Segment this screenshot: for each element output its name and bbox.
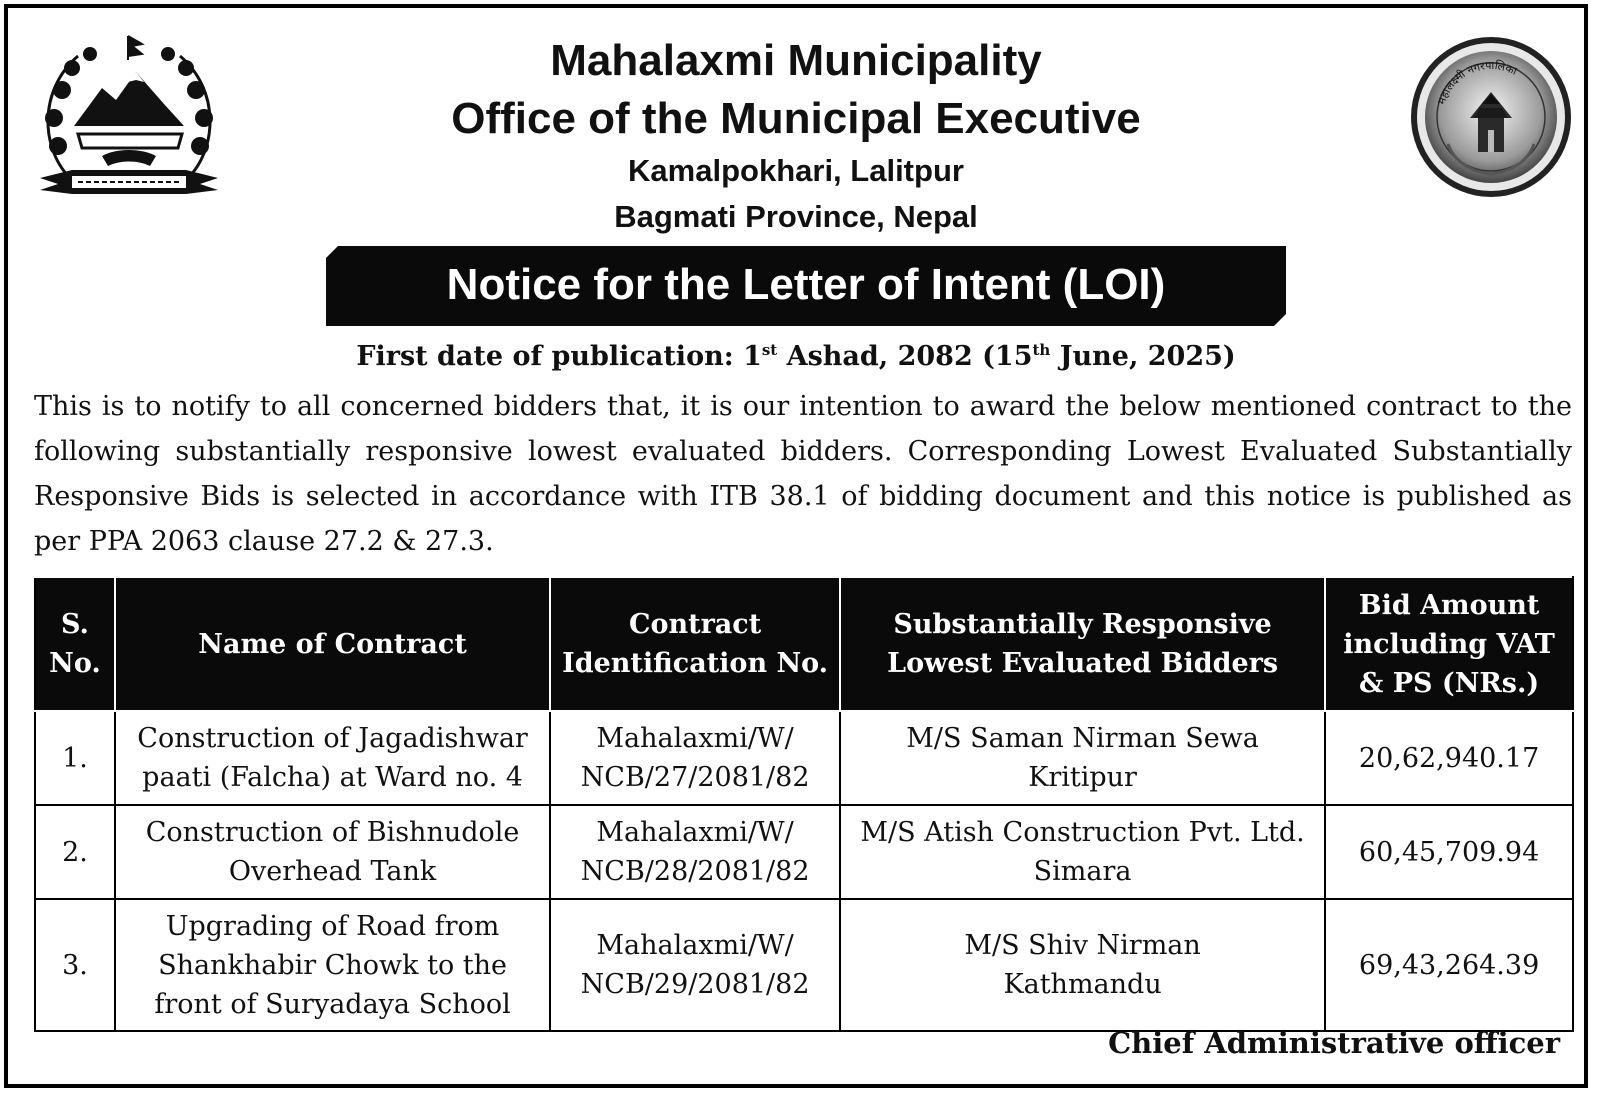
table-row xyxy=(35,711,1573,805)
cell-sno: 1. xyxy=(35,711,115,805)
cell-contract-name: Construction of Bishnudole Overhead Tank xyxy=(115,805,550,899)
table-row xyxy=(35,899,1573,1031)
cell-contract-name: Upgrading of Road from Shankhabir Chowk to the front of Suryadaya School xyxy=(115,899,550,1031)
notice-banner xyxy=(326,246,1286,326)
loi-table xyxy=(34,576,1574,1032)
office-province: Bagmati Province, Nepal xyxy=(614,199,978,234)
notice-title: Notice for the Letter of Intent (LOI) xyxy=(446,260,1166,309)
intro-paragraph: This is to notify to all concerned bidders that, it is our intention to award the below mentioned contract to the following substantially responsive lowest evaluated bidders. Corresponding Lowest Evaluated Substantially Responsive Bids is selected in accordance with ITB 38.1 of bidding document and this notice is published as per PPA 2063 clause 27.2 & 27.3. xyxy=(34,391,1572,557)
municipality-name: Mahalaxmi Municipality xyxy=(550,36,1042,85)
office-header xyxy=(8,32,1584,240)
cell-bidder: M/S Shiv Nirman Kathmandu xyxy=(840,899,1325,1031)
cell-bid-amount: 60,45,709.94 xyxy=(1325,805,1573,899)
notice-page xyxy=(4,4,1588,1088)
cell-contract-id: Mahalaxmi/W/ NCB/27/2081/82 xyxy=(550,711,840,805)
cell-contract-id: Mahalaxmi/W/ NCB/29/2081/82 xyxy=(550,899,840,1031)
cell-sno: 3. xyxy=(35,899,115,1031)
signature-title: Chief Administrative officer xyxy=(1108,1026,1560,1060)
cell-contract-name: Construction of Jagadishwar paati (Falcha) at Ward no. 4 xyxy=(115,711,550,805)
header-contract-id: Contract Identification No. xyxy=(550,577,840,711)
cell-bidder: M/S Atish Construction Pvt. Ltd. Simara xyxy=(840,805,1325,899)
header-contract-name: Name of Contract xyxy=(115,577,550,711)
table-row xyxy=(35,805,1573,899)
header-bid-amount: Bid Amount including VAT & PS (NRs.) xyxy=(1325,577,1573,711)
publication-date: First date of publication: 1st Ashad, 2082 (15th June, 2025) xyxy=(356,341,1236,372)
office-name: Office of the Municipal Executive xyxy=(451,94,1141,143)
cell-bid-amount: 69,43,264.39 xyxy=(1325,899,1573,1031)
cell-bidder: M/S Saman Nirman Sewa Kritipur xyxy=(840,711,1325,805)
cell-bid-amount: 20,62,940.17 xyxy=(1325,711,1573,805)
office-address: Kamalpokhari, Lalitpur xyxy=(628,153,964,188)
table-header-row xyxy=(35,577,1573,711)
header-sno: S. No. xyxy=(35,577,115,711)
logo-ring-text: महालक्ष्मी नगरपालिका xyxy=(1434,58,1519,107)
cell-sno: 2. xyxy=(35,805,115,899)
header-bidder: Substantially Responsive Lowest Evaluated Bidders xyxy=(840,577,1325,711)
cell-contract-id: Mahalaxmi/W/ NCB/28/2081/82 xyxy=(550,805,840,899)
